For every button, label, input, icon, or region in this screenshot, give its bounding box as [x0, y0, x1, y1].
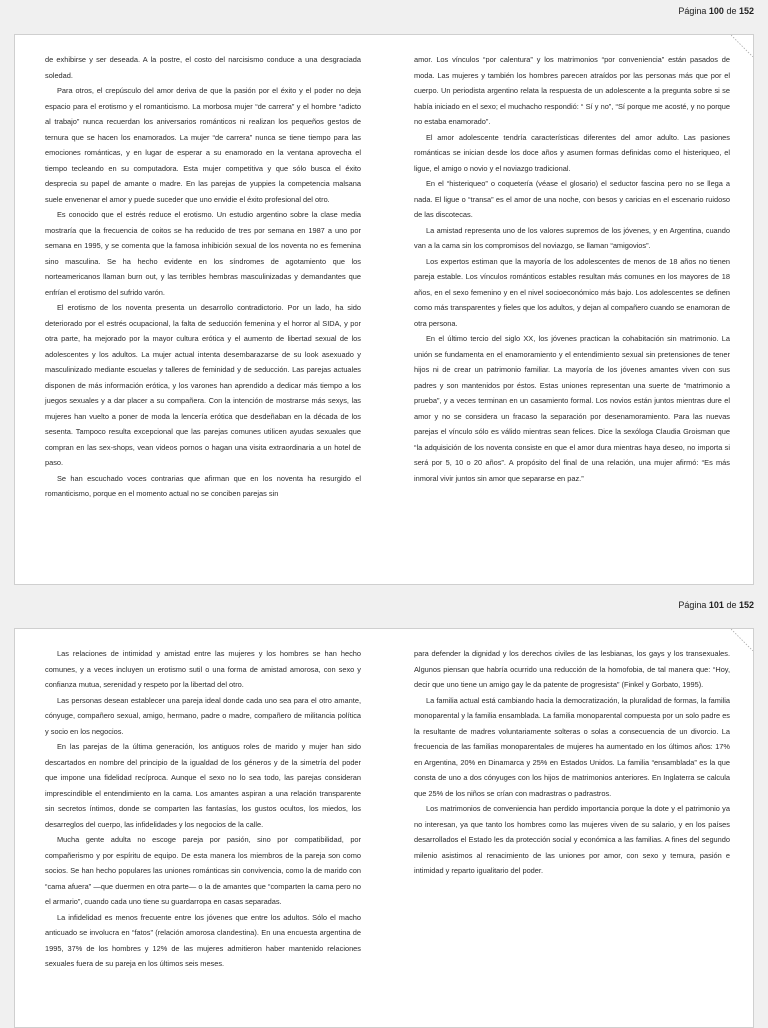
paragraph: Se han escuchado voces contrarias que afirman que en los noventa ha resurgido el romanticismo, porque en el momento actual no se conciben parejas sin [45, 473, 361, 498]
paragraph: La infidelidad es menos frecuente entre los jóvenes que entre los adultos. Sólo el macho anticuado se involucra en “fatos” (relación amorosa clandestina). En una encuesta argentina de 1995, 37% de los hombres y 12% de las mujeres admitieron haber mantenido relaciones sexuales fuera de su pareja en los últimos seis meses. [45, 912, 361, 968]
text-column-right [414, 646, 730, 879]
paragraph: En el “histeriqueo” o coquetería (véase el glosario) el seductor fascina pero no se llega a nada. El ligue o “transa” es el amor de una noche, con besos y caricias en el escenario ruidoso de las discotecas. [414, 179, 730, 219]
page-header-101 [678, 600, 754, 610]
page-of: de [726, 6, 737, 16]
paragraph: de exhibirse y ser deseada. A la postre, el costo del narcisismo conduce a una desgraciada soledad. [45, 55, 361, 80]
page-total: 152 [738, 6, 754, 16]
page-header-100 [678, 6, 754, 16]
paragraph: El amor adolescente tendría características diferentes del amor adulto. Las pasiones románticas se inician desde los doce años y asumen formas definidas como el histeriqueo, el ligue, el amigo o novio y el noviazgo tradicional. [414, 132, 730, 173]
paragraph: El erotismo de los noventa presenta un desarrollo contradictorio. Por un lado, ha sido deteriorado por el estrés ocupacional, la falta de seducción femenina y el horror al SIDA, y por otra parte, ha mejorado por la mayor cultura erótica y el aumento de libertad sexual de los adolescentes y los adultos. La mujer actual intenta desembarazarse de su look asexuado y masculinizado mediante escuelas y talleres de feminidad y de seducción. Las parejas actuales disponen de más información erótica, y los varones han aprendido a dedicar más tiempo a los juegos sexuales y a dar placer a su compañera. Con la intención de mostrarse más sexys, las mujeres han vuelto a poner de moda la lencería erótica que desdeñaban en la década de los sesenta. Tampoco resulta excepcional que las parejas comunes utilicen ayudas sexuales que compran en las sex-shops, vean videos pornos o hagan una visita extraordinaria a un hotel de paso. [45, 303, 361, 467]
document-page-100 [14, 34, 754, 585]
paragraph: En el último tercio del siglo XX, los jóvenes practican la cohabitación sin matrimonio. La unión se fundamenta en el enamoramiento y el entendimiento sexual sin pretensiones de tener hijos ni de crear un patrimonio familiar. La mayoría de los jóvenes amantes viven con sus padres y son mantenidos por éstos. Estas uniones representan una suerte de “matrimonio a prueba”, y a veces terminan en un casamiento formal. Los novios están juntos mientras dure el amor y no se considera un fracaso la separación por desenamoramiento. Para las nuevas parejas el vínculo sólo es válido mientras sean felices. Dice la sexóloga Claudia Groisman que “la adquisición de los noventa consiste en que el amor dura mientras haya deseo, no importa si será por 5, 10 o 20 años”. A propósito del final de una relación, una mujer afirmó: “Es más inmoral vivir juntos sin amor que separarse en paz.” [414, 334, 730, 483]
text-column-left [45, 646, 361, 972]
paragraph: Los matrimonios de conveniencia han perdido importancia porque la dote y el patrimonio ya no interesan, ya que tanto los hombres como las mujeres viven de su salario, y en los países desarrollados el Estado les da protección social y económica a las familias. A fines del segundo milenio asistimos al renacimiento de las uniones por amor, con sexo y ternura, pasión e intimidad y reparto igualitario del poder. [414, 804, 730, 875]
paragraph: Las relaciones de intimidad y amistad entre las mujeres y los hombres se han hecho comunes, y a veces incluyen un erotismo sutil o una forma de amistad amorosa, con sexo y confianza mutua, serenidad y respeto por la libertad del otro. [45, 649, 361, 689]
paragraph: La amistad representa uno de los valores supremos de los jóvenes, y en Argentina, cuando van a la cama sin los compromisos del noviazgo, se llaman “amigovios”. [414, 225, 730, 250]
document-page-101 [14, 628, 754, 1028]
page-of: de [726, 600, 737, 610]
paragraph: Los expertos estiman que la mayoría de los adolescentes de menos de 18 años no tienen pareja estable. Los vínculos románticos estables resultan más comunes en los mayores de 18 años, en el sexo femenino y en el nivel socioeconómico más bajo. Los adolescentes se definen como más transparentes y fieles que los adultos, y dejan al compañero cuando se enamoran de otra persona. [414, 256, 730, 328]
page-label: Página [678, 600, 707, 610]
paragraph: para defender la dignidad y los derechos civiles de las lesbianas, los gays y los transexuales. Algunos piensan que habría ocurrido una reducción de la homofobia, de tal manera que: “Hoy, decir que uno tiene un amigo gay le da patente de progresista” (Finkel y Gorbato, 1995). [414, 649, 730, 689]
text-column-right [414, 52, 730, 486]
text-column-left [45, 52, 361, 502]
paragraph: La familia actual está cambiando hacia la democratización, la pluralidad de formas, la familia monoparental y la familia ensamblada. La familia monoparental compuesta por un solo padre es la resultante de madres voluntariamente solteras o solas a consecuencia de un divorcio. La frecuencia de las familias monoparentales de mujeres ha aumentado en los últimos años: 17% en Argentina, 20% en Dinamarca y 25% en Estados Unidos. La familia “ensamblada” es la que consta de uno a dos cónyuges con los hijos de matrimonios anteriores. En Inglaterra se calcula que 25% de los niños se crían con madrastras o padrastros. [414, 695, 730, 798]
paragraph: Para otros, el crepúsculo del amor deriva de que la pasión por el éxito y el poder no deja espacio para el erotismo y el romanticismo. La morbosa mujer “de carrera” y el hombre “adicto al trabajo” nunca recuerdan los aniversarios románticos ni realizan los pequeños gestos de ternura que se hacen los enamorados. La mujer “de carrera” nunca se tiene tiempo para las emociones románticas, y en lugar de esperar a su enamorado en la ventana aprovecha el tiempo tecleando en su computadora. Esta mujer competitiva y que sólo busca el éxito desprecia su papel de amante o madre. En las parejas de yuppies la competencia malsana suele envenenar el amor y puede suceder que uno envidie el éxito profesional del otro. [45, 86, 361, 204]
page-number: 100 [708, 6, 724, 16]
paragraph: amor. Los vínculos “por calentura” y los matrimonios “por conveniencia” están pasados de moda. Las mujeres y también los hombres parecen atraídos por las personas más que por el cuerpo. Un periodista argentino relata la respuesta de un adolescente a la pregunta sobre si se había iniciado en el sexo; el muchacho respondió: “ Sí y no”, “Sí porque me acosté, y no porque no estaba enamorado”. [414, 55, 730, 126]
paragraph: En las parejas de la última generación, los antiguos roles de marido y mujer han sido descartados en nombre del principio de la igualdad de los géneros y de la simetría del poder que impone una fidelidad recíproca. Aunque el sexo no lo sea todo, las parejas consideran imprescindible el entendimiento en la cama. Los amantes aspiran a una relación transparente sin secretos íntimos, donde se comparten las fantasías, los gustos ocultos, los miedos, los desarreglos del cuerpo, las infidelidades y los negocios de la calle. [45, 742, 361, 829]
paragraph: Las personas desean establecer una pareja ideal donde cada uno sea para el otro amante, cónyuge, compañero sexual, amigo, hermano, padre o madre, compañero de militancia política y socio en los negocios. [45, 695, 361, 736]
page-label: Página [678, 6, 707, 16]
page-corner-icon [731, 629, 753, 651]
page-number: 101 [708, 600, 724, 610]
paragraph: Es conocido que el estrés reduce el erotismo. Un estudio argentino sobre la clase media mostraría que la frecuencia de coitos se ha reducido de tres por semana en 1987 a uno por semana en 1995, y se comenta que la famosa inhibición sexual de los noventa no es femenina sino masculina. Se ha hecho evidente en los síndromes de agotamiento que los norteamericanos llaman burn out, y las terribles hembras masculinizadas y demandantes que enfrían el erotismo del sufrido varón. [45, 210, 361, 297]
paragraph: Mucha gente adulta no escoge pareja por pasión, sino por compatibilidad, por compañerismo y por espíritu de equipo. De esta manera los miembros de la pareja son como socios. Se han hecho populares las uniones románticas sin convivencia, como la de marido con “cama afuera” —que duermen en otra parte— o la de amantes que “comparten la cama pero no el armario”, cuando cada uno tiene su guardarropa en casas separadas. [45, 835, 361, 906]
page-total: 152 [738, 600, 754, 610]
page-corner-icon [731, 35, 753, 57]
